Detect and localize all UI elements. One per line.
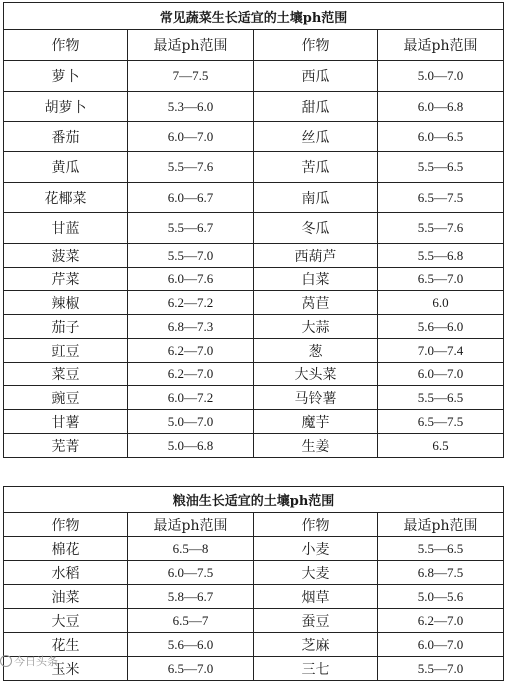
ph-range-cell: 6.5—7.5 — [378, 410, 504, 434]
crop-name-cell: 黄瓜 — [4, 152, 128, 183]
ph-range-cell: 6.8—7.3 — [128, 315, 254, 339]
column-header-ph: 最适ph范围 — [128, 30, 254, 61]
ph-range-cell: 5.8—6.7 — [128, 585, 254, 609]
column-header-crop: 作物 — [254, 30, 378, 61]
ph-range-cell: 6.0—7.0 — [378, 363, 504, 386]
vegetable-table-header-row — [4, 30, 504, 61]
ph-range-cell: 6.0—7.2 — [128, 386, 254, 410]
crop-name-cell: 油菜 — [4, 585, 128, 609]
ph-range-cell: 5.5—7.0 — [378, 657, 504, 681]
ph-range-cell: 5.5—6.5 — [378, 386, 504, 410]
ph-range-cell: 6.0—7.6 — [128, 268, 254, 291]
ph-range-cell: 6.5—7.0 — [378, 268, 504, 291]
grain-oil-table-title: 粮油生长适宜的土壤ph范围 — [4, 487, 504, 513]
table-row — [4, 585, 504, 609]
vegetable-ph-table — [3, 2, 504, 458]
crop-name-cell: 芝麻 — [254, 633, 378, 657]
crop-name-cell: 南瓜 — [254, 183, 378, 213]
ph-range-cell: 7.0—7.4 — [378, 339, 504, 363]
ph-range-cell: 6.0—7.0 — [378, 633, 504, 657]
crop-name-cell: 西葫芦 — [254, 244, 378, 268]
crop-name-cell: 棉花 — [4, 537, 128, 561]
table-row — [4, 657, 504, 681]
ph-range-cell: 5.5—7.6 — [128, 152, 254, 183]
crop-name-cell: 甘蓝 — [4, 213, 128, 244]
ph-range-cell: 6.2—7.0 — [128, 363, 254, 386]
crop-name-cell: 生姜 — [254, 434, 378, 458]
table-row — [4, 268, 504, 291]
table-row — [4, 386, 504, 410]
ph-range-cell: 5.5—6.5 — [378, 537, 504, 561]
column-header-crop: 作物 — [4, 30, 128, 61]
table-row — [4, 291, 504, 315]
crop-name-cell: 豌豆 — [4, 386, 128, 410]
table-row — [4, 152, 504, 183]
watermark-text: 今日头条 — [14, 655, 58, 668]
crop-name-cell: 芹菜 — [4, 268, 128, 291]
crop-name-cell: 马铃薯 — [254, 386, 378, 410]
ph-range-cell: 5.6—6.0 — [128, 633, 254, 657]
column-header-ph: 最适ph范围 — [378, 30, 504, 61]
crop-name-cell: 辣椒 — [4, 291, 128, 315]
table-row — [4, 339, 504, 363]
crop-name-cell: 花椰菜 — [4, 183, 128, 213]
ph-range-cell: 6.5 — [378, 434, 504, 458]
ph-range-cell: 5.5—7.0 — [128, 244, 254, 268]
table-row — [4, 92, 504, 122]
ph-range-cell: 5.3—6.0 — [128, 92, 254, 122]
crop-name-cell: 蚕豆 — [254, 609, 378, 633]
ph-range-cell: 6.5—8 — [128, 537, 254, 561]
ph-range-cell: 5.5—7.6 — [378, 213, 504, 244]
crop-name-cell: 苦瓜 — [254, 152, 378, 183]
ph-range-cell: 6.0 — [378, 291, 504, 315]
column-header-crop: 作物 — [4, 513, 128, 537]
crop-name-cell: 甘薯 — [4, 410, 128, 434]
ph-range-cell: 6.0—6.8 — [378, 92, 504, 122]
table-row — [4, 213, 504, 244]
ph-range-cell: 6.2—7.2 — [128, 291, 254, 315]
ph-range-cell: 5.0—5.6 — [378, 585, 504, 609]
crop-name-cell: 大麦 — [254, 561, 378, 585]
table-row — [4, 609, 504, 633]
crop-name-cell: 大豆 — [4, 609, 128, 633]
crop-name-cell: 魔芋 — [254, 410, 378, 434]
crop-name-cell: 花生 — [4, 633, 128, 657]
crop-name-cell: 烟草 — [254, 585, 378, 609]
crop-name-cell: 大蒜 — [254, 315, 378, 339]
ph-range-cell: 6.8—7.5 — [378, 561, 504, 585]
crop-name-cell: 小麦 — [254, 537, 378, 561]
ph-range-cell: 6.2—7.0 — [378, 609, 504, 633]
crop-name-cell: 甜瓜 — [254, 92, 378, 122]
crop-name-cell: 白菜 — [254, 268, 378, 291]
column-header-ph: 最适ph范围 — [378, 513, 504, 537]
table-row — [4, 363, 504, 386]
column-header-ph: 最适ph范围 — [128, 513, 254, 537]
crop-name-cell: 西瓜 — [254, 61, 378, 92]
crop-name-cell: 茄子 — [4, 315, 128, 339]
table-row — [4, 122, 504, 152]
ph-range-cell: 6.5—7.0 — [128, 657, 254, 681]
crop-name-cell: 水稻 — [4, 561, 128, 585]
table-row — [4, 61, 504, 92]
crop-name-cell: 番茄 — [4, 122, 128, 152]
ph-range-cell: 6.5—7 — [128, 609, 254, 633]
crop-name-cell: 大头菜 — [254, 363, 378, 386]
crop-name-cell: 莴苣 — [254, 291, 378, 315]
ph-range-cell: 5.5—6.8 — [378, 244, 504, 268]
ph-range-cell: 5.5—6.5 — [378, 152, 504, 183]
table-row — [4, 633, 504, 657]
watermark-logo-icon — [0, 655, 12, 667]
crop-name-cell: 冬瓜 — [254, 213, 378, 244]
ph-range-cell: 6.0—6.7 — [128, 183, 254, 213]
table-row — [4, 315, 504, 339]
crop-name-cell: 三七 — [254, 657, 378, 681]
ph-range-cell: 6.0—7.5 — [128, 561, 254, 585]
crop-name-cell: 丝瓜 — [254, 122, 378, 152]
ph-range-cell: 5.5—6.7 — [128, 213, 254, 244]
crop-name-cell: 玉米 — [4, 657, 128, 681]
ph-range-cell: 5.0—7.0 — [378, 61, 504, 92]
ph-range-cell: 5.0—6.8 — [128, 434, 254, 458]
column-header-crop: 作物 — [254, 513, 378, 537]
ph-range-cell: 6.5—7.5 — [378, 183, 504, 213]
watermark — [0, 652, 68, 670]
crop-name-cell: 胡萝卜 — [4, 92, 128, 122]
crop-name-cell: 萝卜 — [4, 61, 128, 92]
crop-name-cell: 菠菜 — [4, 244, 128, 268]
ph-range-cell: 6.0—7.0 — [128, 122, 254, 152]
table-row — [4, 244, 504, 268]
crop-name-cell: 豇豆 — [4, 339, 128, 363]
crop-name-cell: 菜豆 — [4, 363, 128, 386]
ph-range-cell: 6.0—6.5 — [378, 122, 504, 152]
vegetable-table-title: 常见蔬菜生长适宜的土壤ph范围 — [4, 3, 504, 30]
ph-range-cell: 5.0—7.0 — [128, 410, 254, 434]
table-row — [4, 561, 504, 585]
table-row — [4, 537, 504, 561]
grain-oil-ph-table — [3, 486, 504, 681]
ph-range-cell: 5.6—6.0 — [378, 315, 504, 339]
table-row — [4, 434, 504, 458]
table-row — [4, 410, 504, 434]
table-row — [4, 183, 504, 213]
crop-name-cell: 葱 — [254, 339, 378, 363]
ph-range-cell: 7—7.5 — [128, 61, 254, 92]
grain-oil-table-header-row — [4, 513, 504, 537]
crop-name-cell: 芜菁 — [4, 434, 128, 458]
ph-range-cell: 6.2—7.0 — [128, 339, 254, 363]
